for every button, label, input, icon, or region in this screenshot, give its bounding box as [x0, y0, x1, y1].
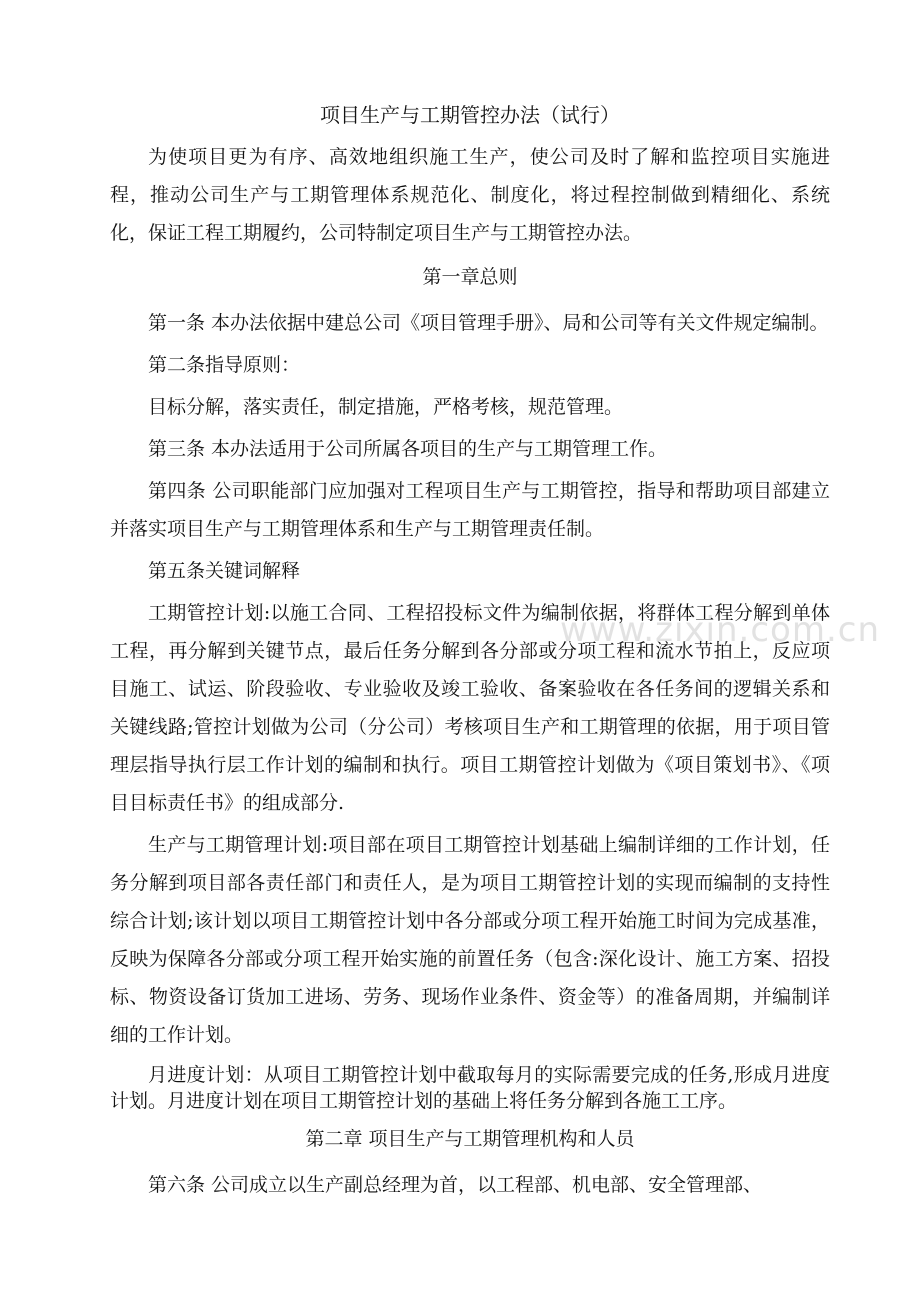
article-5: 第五条关键词解释 [148, 560, 301, 582]
article-1: 第一条 本办法依据中建总公司《项目管理手册》、局和公司等有关文件规定编制。 [148, 312, 829, 334]
chapter-2-title: 第二章 项目生产与工期管理机构和人员 [305, 1128, 635, 1150]
watermark: www.zixin.com.cn [560, 610, 880, 650]
document-body [110, 100, 830, 1208]
definition-production-plan: 生产与工期管理计划:项目部在项目工期管控计划基础上编制详细的工作计划，任务分解到项目部各责任部门和责任人，是为项目工期管控计划的实现而编制的支持性综合计划;该计划以项目工期管控计划中各分部或分项工程开始施工时间为完成基准，反映为保障各分部或分项工程开始实施的前置任务（包含:深化设计、施工方案、招投标、物资设备订货加工进场、劳务、现场作业条件、资金等）的准备周期，并编制详细的工作计划。 [110, 834, 830, 1046]
principles-paragraph: 目标分解，落实责任，制定措施，严格考核，规范管理。 [148, 396, 624, 418]
article-4: 第四条 公司职能部门应加强对工程项目生产与工期管控，指导和帮助项目部建立并落实项目生产与工期管理体系和生产与工期管理责任制。 [110, 480, 830, 540]
definition-schedule-control-plan: 工期管控计划:以施工合同、工程招投标文件为编制依据，将群体工程分解到单体工程，再分解到关键节点，最后任务分解到各分部或分项工程和流水节拍上，反应项目施工、试运、阶段验收、专业验收及竣工验收、备案验收在各任务间的逻辑关系和关键线路;管控计划做为公司（分公司）考核项目生产和工期管理的依据，用于项目管理层指导执行层工作计划的编制和执行。项目工期管控计划做为《项目策划书》、《项目目标责任书》的组成部分. [110, 602, 830, 814]
document-title: 项目生产与工期管控办法（试行） [320, 103, 620, 127]
intro-paragraph: 为使项目更为有序、高效地组织施工生产，使公司及时了解和监控项目实施进程，推动公司生产与工期管理体系规范化、制度化，将过程控制做到精细化、系统化，保证工程工期履约，公司特制定项目生产与工期管控办法。 [110, 146, 830, 244]
article-6: 第六条 公司成立以生产副总经理为首，以工程部、机电部、安全管理部、 [148, 1174, 763, 1196]
article-2: 第二条指导原则： [148, 354, 301, 376]
chapter-1-title: 第一章总则 [422, 266, 518, 288]
article-3: 第三条 本办法适用于公司所属各项目的生产与工期管理工作。 [148, 438, 668, 460]
definition-monthly-plan: 月进度计划：从项目工期管控计划中截取每月的实际需要完成的任务,形成月进度计划。月进度计划在项目工期管控计划的基础上将任务分解到各施工工序。 [110, 1064, 830, 1112]
